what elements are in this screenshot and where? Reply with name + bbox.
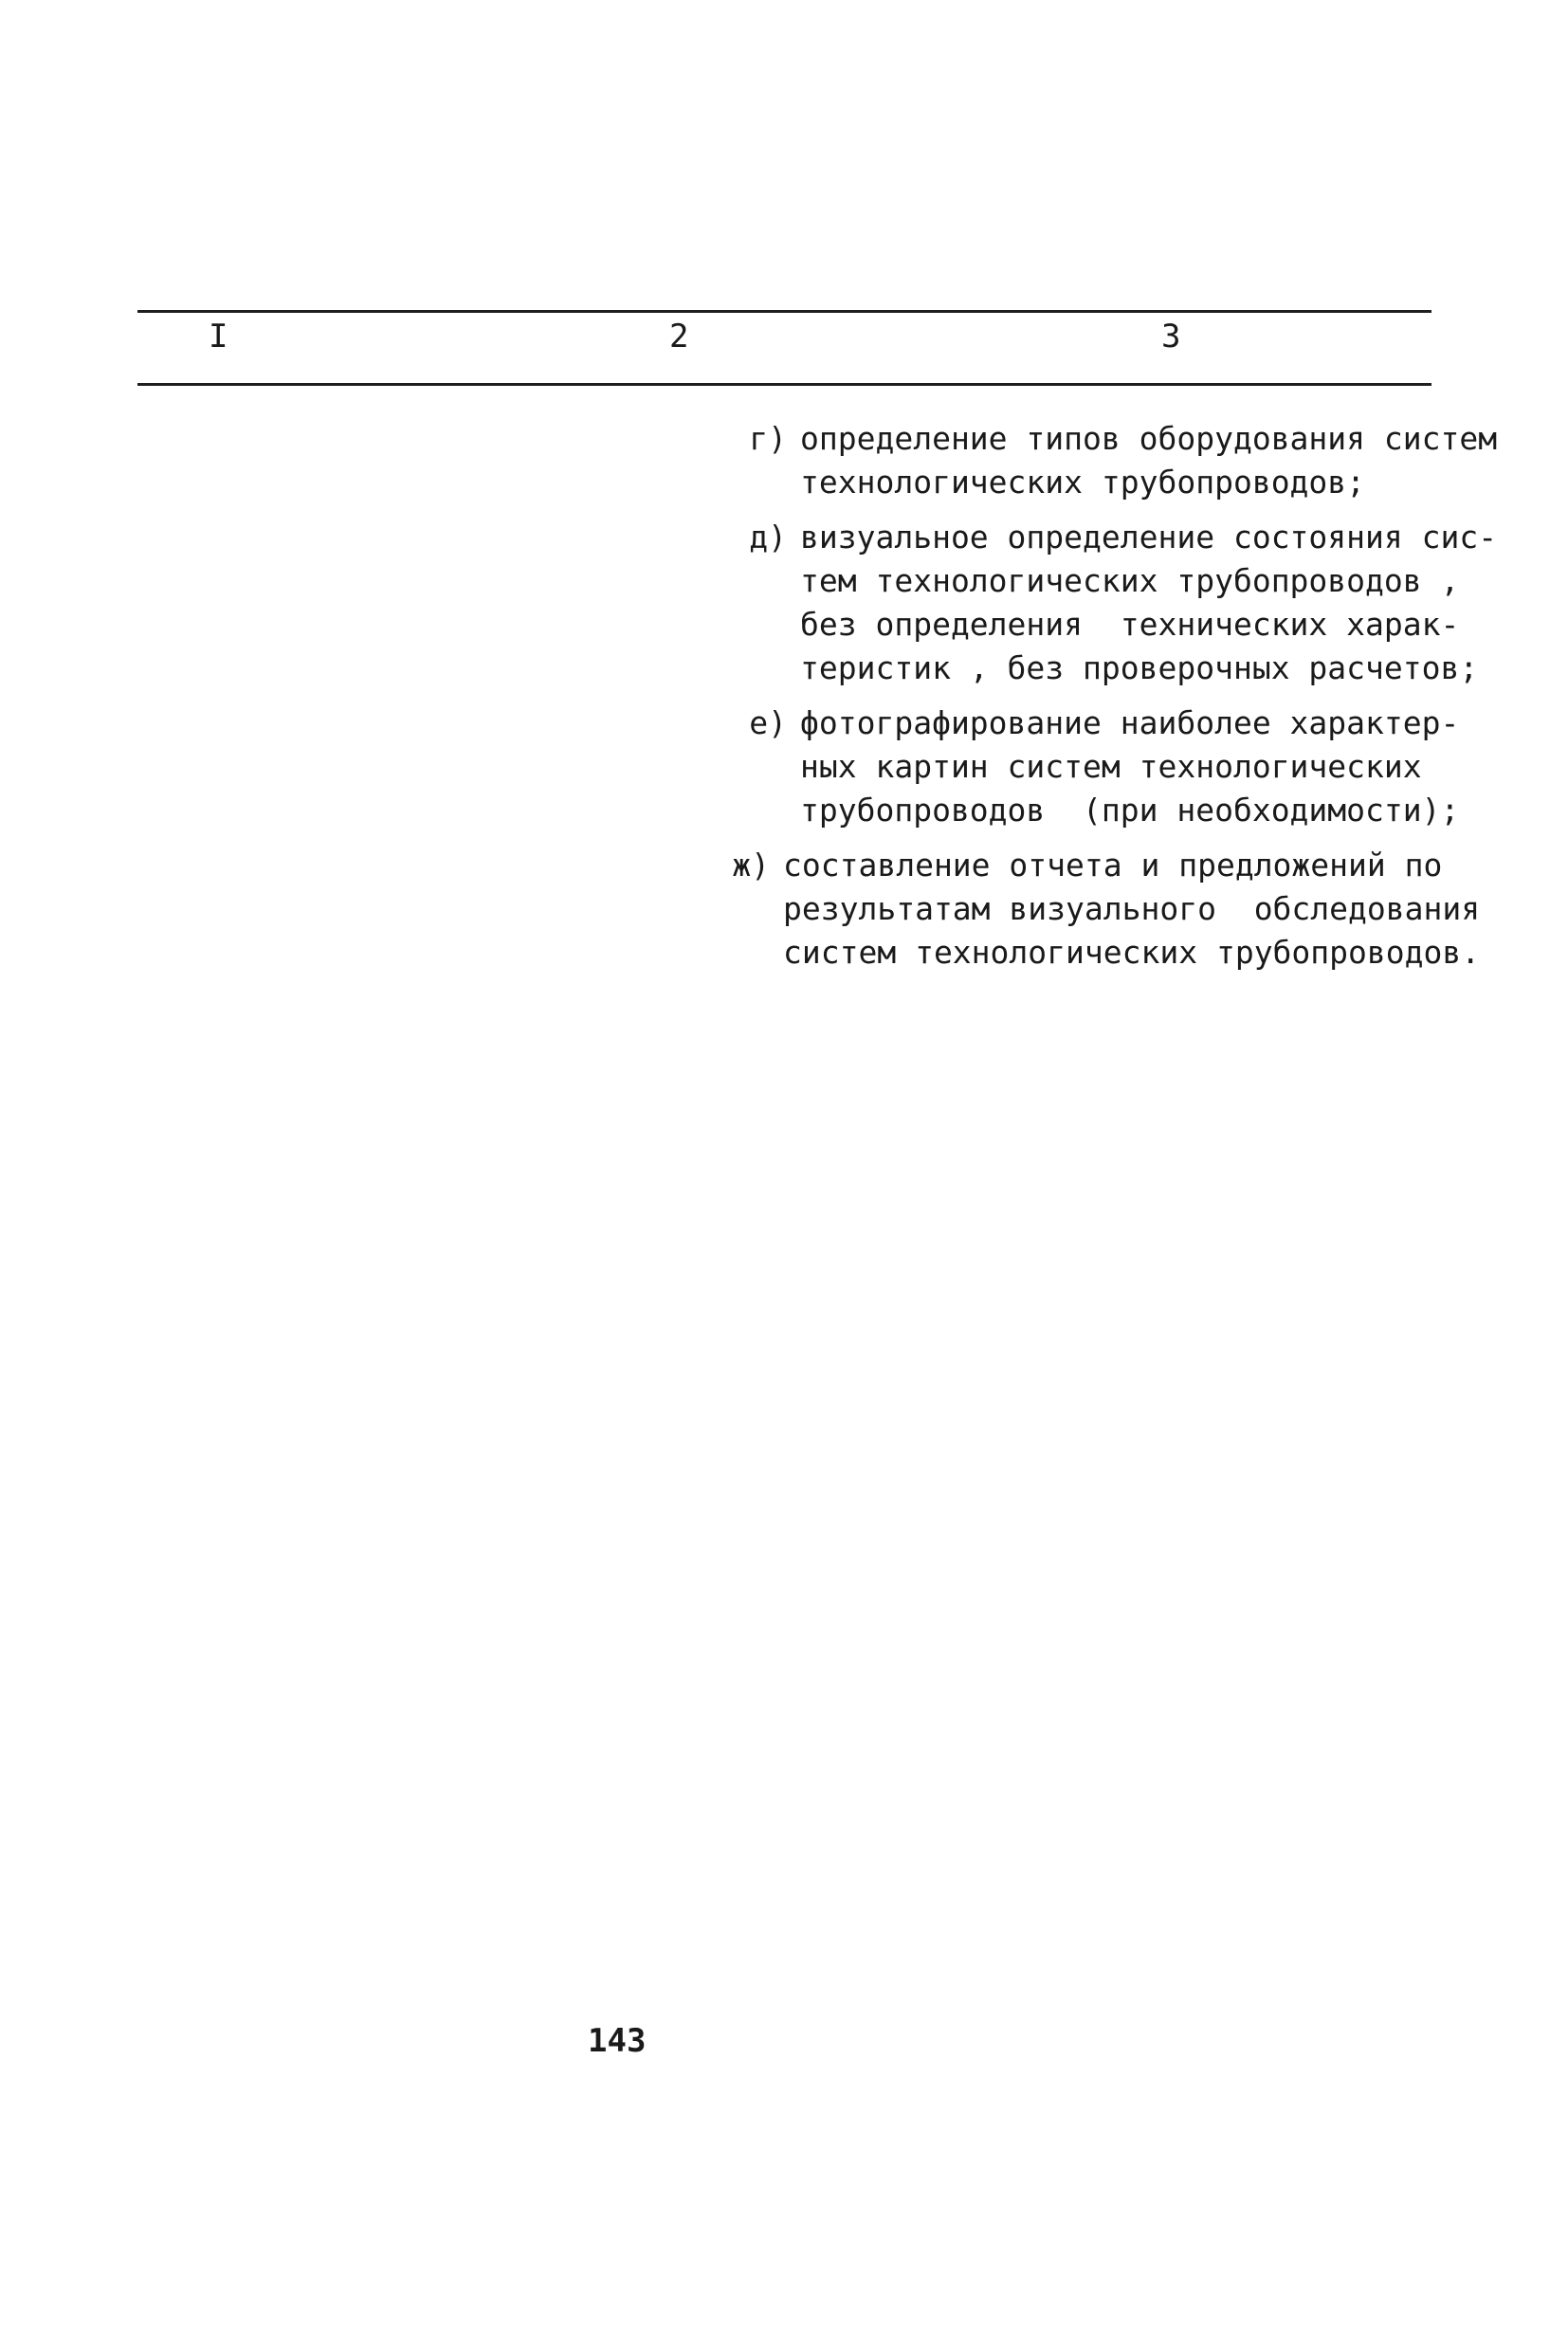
text-line: теристик , без проверочных расчетов;: [800, 649, 1479, 686]
list-item-marker: ж): [732, 847, 770, 884]
page-number: 143: [588, 2022, 647, 2060]
column-header-2: 2: [669, 318, 689, 355]
list-item-marker: е): [749, 704, 787, 741]
text-line: визуальное определение состояния сис-: [800, 519, 1498, 556]
text-line: составление отчета и предложений по: [783, 847, 1443, 884]
text-line: трубопроводов (при необходимости);: [800, 792, 1460, 829]
list-item-zh: [720, 844, 1479, 975]
list-item-text: [800, 702, 1479, 832]
list-item-text: [800, 417, 1497, 504]
list-item-marker: д): [749, 519, 787, 556]
table-top-rule: [137, 310, 1431, 313]
text-line: тем технологических трубопроводов ,: [800, 562, 1460, 599]
list-item-text: [800, 516, 1497, 690]
list-items: [720, 417, 1498, 986]
list-item-text: [783, 844, 1480, 975]
column-header-3: 3: [1161, 318, 1181, 355]
list-item-d: [720, 516, 1498, 690]
table-header-bottom-rule: [137, 383, 1431, 386]
list-item-marker: г): [749, 420, 787, 457]
column-header-1: I: [209, 318, 228, 355]
text-line: технологических трубопроводов;: [800, 464, 1366, 501]
text-line: фотографирование наиболее характер-: [800, 704, 1460, 741]
text-line: систем технологических трубопроводов.: [783, 934, 1481, 971]
text-line: результатам визуального обследования: [783, 890, 1481, 927]
text-line: ных картин систем технологических: [800, 748, 1422, 785]
list-item-g: [720, 417, 1498, 504]
text-line: без определения технических харак-: [800, 606, 1460, 643]
list-item-e: [720, 702, 1479, 832]
text-line: определение типов оборудования систем: [800, 420, 1498, 457]
